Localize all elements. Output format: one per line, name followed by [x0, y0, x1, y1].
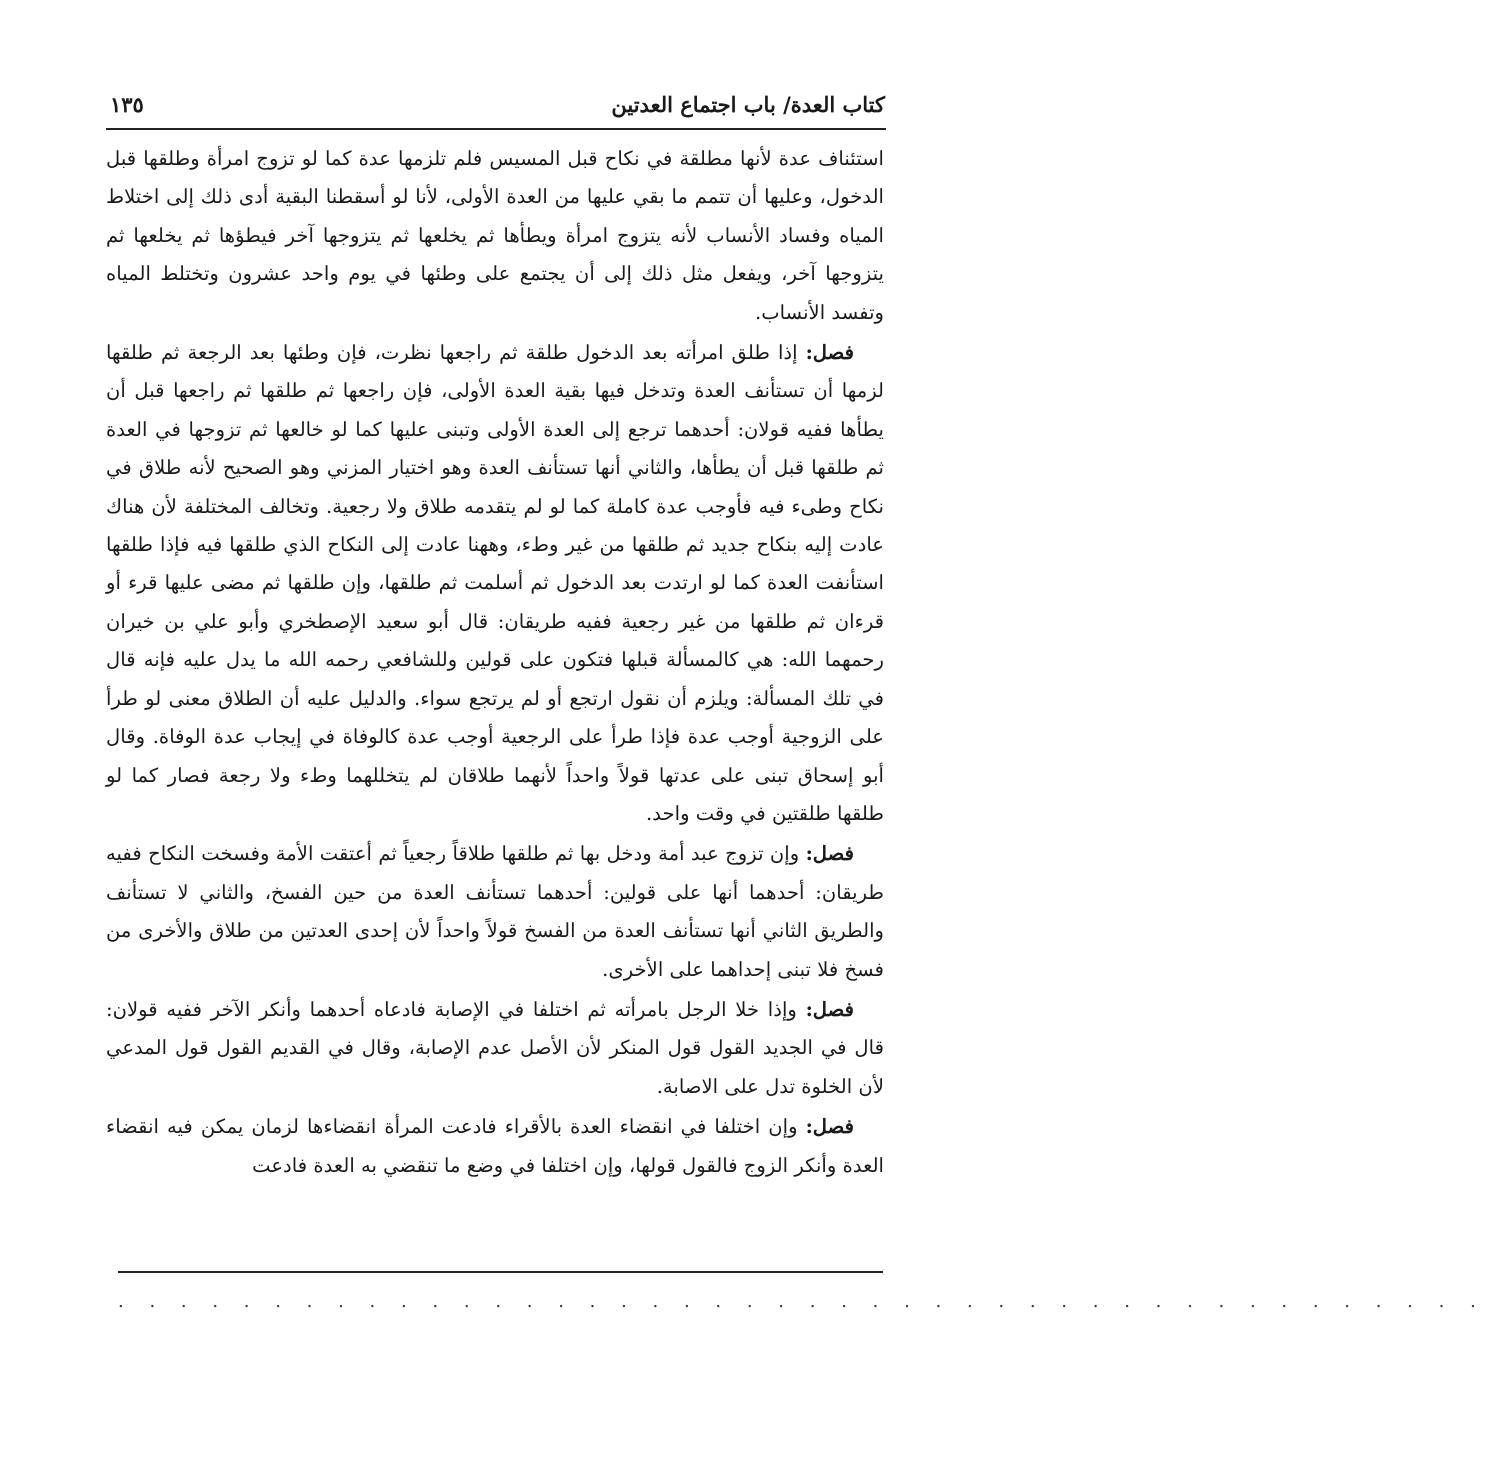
section-lead-3: فصل:	[805, 842, 854, 866]
paragraph-4-text: وإذا خلا الرجل بامرأته ثم اختلفا في الإصابة فادعاه أحدهما وأنكر الآخر ففيه قولان: قال في الجديد القول قول المنكر لأن الأصل عدم الإصابة، وقال في القديم القول قول المدعي لأن الخلوة تدل على الاصابة.	[106, 997, 884, 1098]
footnote-dots: . . . . . . . . . . . . . . . . . . . . . . . . . . . . . . . . . . . . . . . . . . . .	[118, 1291, 1486, 1312]
paragraph-5-text: وإن اختلفا في انقضاء العدة بالأقراء فادعت المرأة انقضاءها لزمان يمكن فيه انقضاء العدة وأنكر الزوج فالقول قولها، وإن اختلفا في وضع ما تنقضي به العدة فادعت	[106, 1115, 884, 1177]
paragraph-3-text: وإن تزوج عبد أمة ودخل بها ثم طلقها طلاقاً رجعياً ثم أعتقت الأمة وفسخت النكاح ففيه طريقان: أحدهما أنها على قولين: أحدهما تستأنف العدة من حين الفسخ، والثاني لا تستأنف والطريق الثاني أنها تستأنف العدة من الفسخ قولاً واحداً لأن إحدى العدتين من طلاق والأخرى من فسخ فلا تبنى إحداهما على الأخرى.	[106, 842, 884, 981]
section-lead-4: فصل:	[805, 997, 854, 1021]
header-title: كتاب العدة/ باب اجتماع العدتين	[611, 91, 885, 117]
paragraph-2	[106, 334, 884, 833]
header-rule	[106, 128, 886, 130]
paragraph-4	[106, 991, 884, 1106]
paragraph-3	[106, 835, 884, 989]
running-header	[110, 86, 885, 122]
page-body	[106, 140, 884, 1187]
paragraph-1	[106, 140, 884, 332]
section-lead-2: فصل:	[805, 341, 854, 365]
paragraph-5	[106, 1108, 884, 1185]
section-lead-5: فصل:	[805, 1115, 854, 1139]
paragraph-2-text: إذا طلق امرأته بعد الدخول طلقة ثم راجعها نظرت، فإن وطئها بعد الرجعة ثم طلقها لزمها أن تستأنف العدة وتدخل فيها بقية العدة الأولى، فإن راجعها ثم طلقها ثم راجعها قبل أن يطأها ففيه قولان: أحدهما ترجع إلى العدة الأولى وتبنى عليها كما لو خالعها ثم تزوجها في العدة ثم طلقها قبل أن يطأها، والثاني أنها تستأنف العدة وهو اختيار المزني وهو الصحيح لأنه طلاق في نكاح وطىء فيه فأوجب عدة كاملة كما لو لم يتقدمه طلاق ولا رجعية. وتخالف المختلفة لأن هناك عادت إليه بنكاح جديد ثم طلقها من غير وطء، وههنا عادت إلى النكاح الذي طلقها فيه فإذا طلقها استأنفت العدة كما لو ارتدت بعد الدخول ثم أسلمت ثم طلقها، وإن طلقها ثم مضى عليها قرء أو قرءان ثم طلقها من غير رجعية ففيه طريقان: قال أبو سعيد الإصطخري وأبو علي بن خيران رحمهما الله: هي كالمسألة قبلها فتكون على قولين وللشافعي رحمه الله ما يدل عليه فإنه قال في تلك المسألة: ويلزم أن نقول ارتجع أو لم يرتجع سواء. والدليل عليه أن الطلاق معنى لو طرأ على الزوجية أوجب عدة فإذا طرأ على الرجعية أوجب عدة كالوفاة في إيجاب عدة الوفاة. وقال أبو إسحاق تبنى على عدتها قولاً واحداً لأنهما طلاقان لم يتخللهما وطء ولا رجعة فصار كما لو طلقها طلقتين في وقت واحد.	[106, 341, 884, 825]
paragraph-1-text: استئناف عدة لأنها مطلقة في نكاح قبل المسيس فلم تلزمها عدة كما لو تزوج امرأة وطلقها قبل الدخول، وعليها أن تتمم ما بقي عليها من العدة الأولى، لأنا لو أسقطنا البقية أدى ذلك إلى اختلاط المياه وفساد الأنساب لأنه يتزوج امرأة ويطأها ثم يخلعها ثم يتزوجها آخر فيطؤها ثم يخلعها ثم يتزوجها آخر، ويفعل مثل ذلك إلى أن يجتمع على وطئها في يوم واحد عشرون وتختلط المياه وتفسد الأنساب.	[106, 147, 884, 324]
page-number: ١٣٥	[110, 91, 144, 117]
footnote-rule	[118, 1271, 883, 1273]
